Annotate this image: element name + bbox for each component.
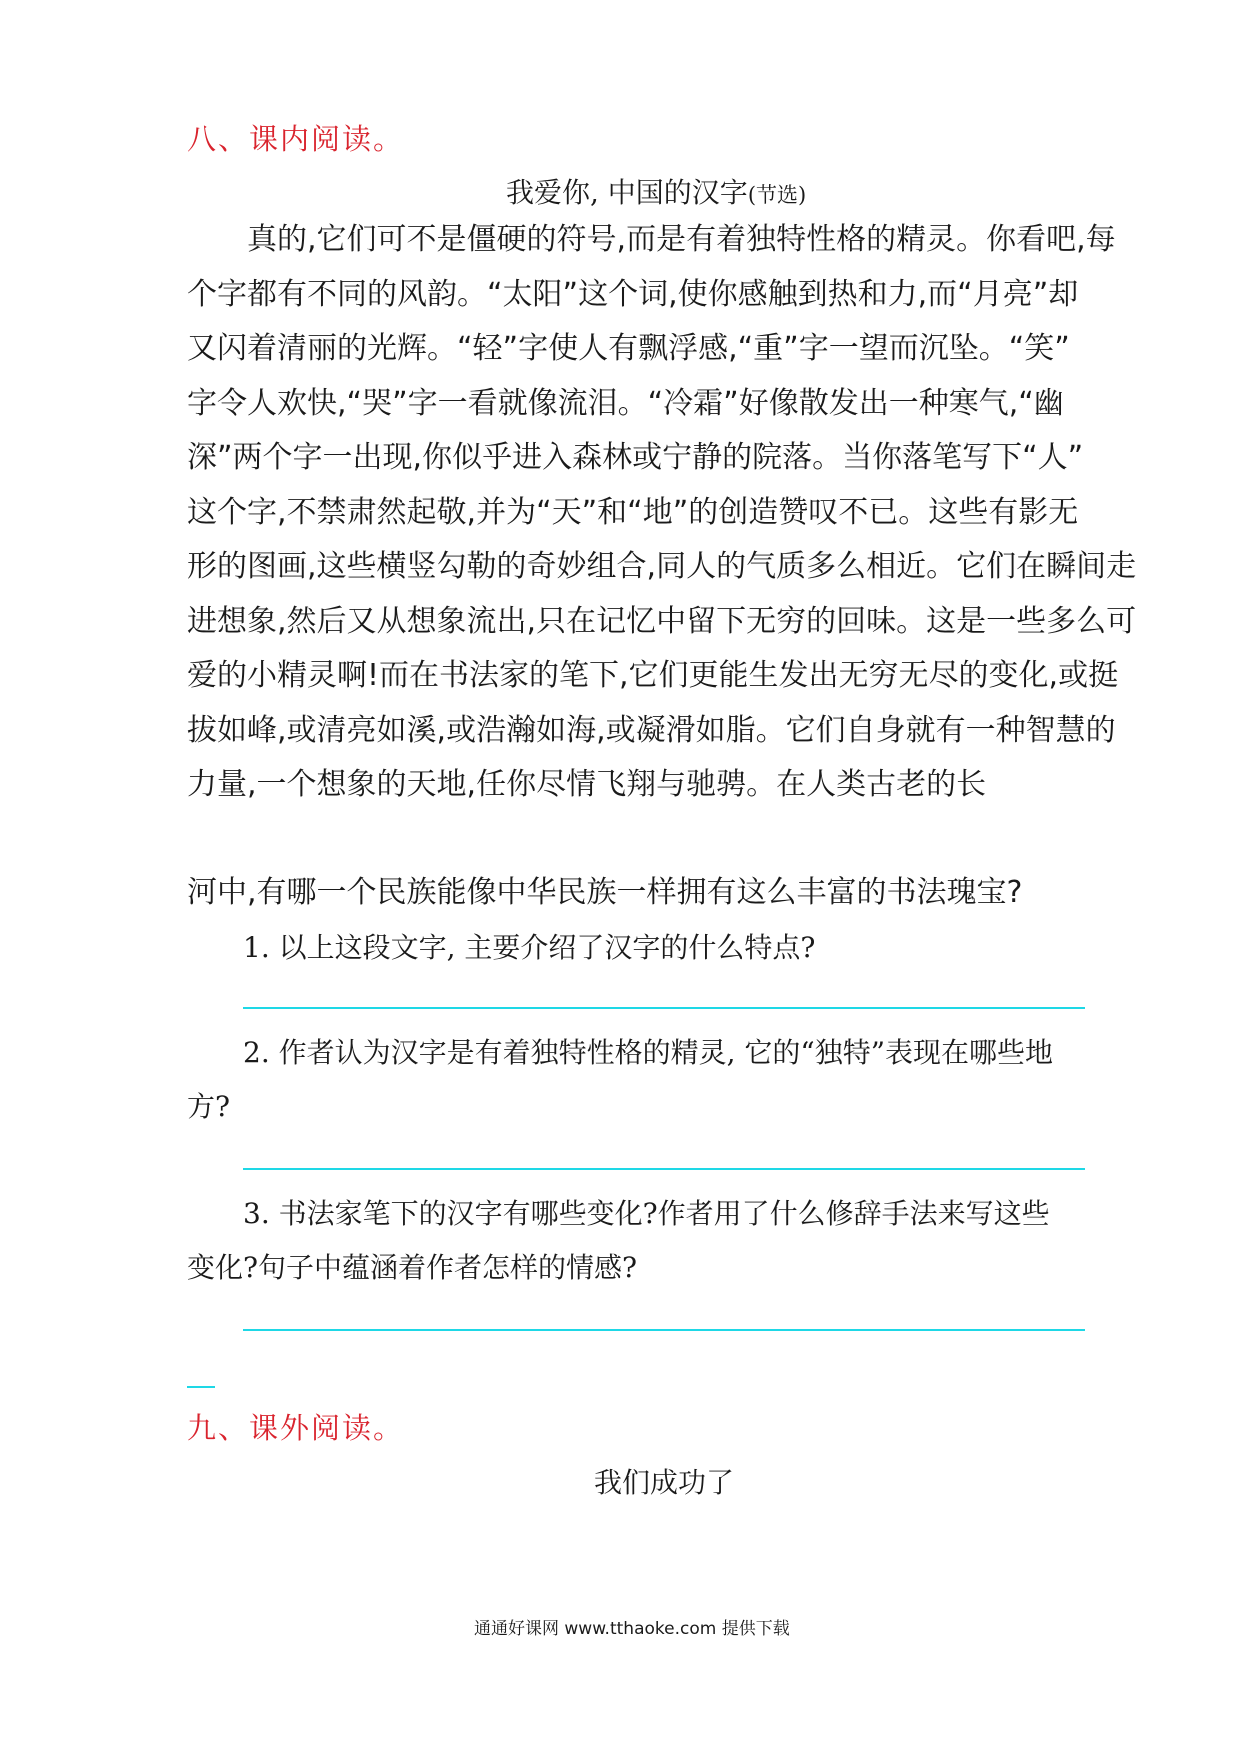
passage-line: 深”两个字一出现,你似乎进入森林或宁静的院落。当你落笔写下“人” [187,440,1084,475]
passage-line: 进想象,然后又从想象流出,只在记忆中留下无穷的回味。这是一些多么可 [187,603,1137,639]
question-3: 3. 书法家笔下的汉字有哪些变化?作者用了什么修辞手法来写这些 [243,1197,1050,1230]
passage-line: 拔如峰,或清亮如溪,或浩瀚如海,或凝滑如脂。它们自身就有一种智慧的 [187,712,1116,748]
passage [187,213,1137,813]
section-8-heading: 八、课内阅读。 [187,122,405,156]
question-2-continuation: 方? [187,1090,231,1123]
question-1: 1. 以上这段文字, 主要介绍了汉字的什么特点? [243,931,816,964]
section-divider [187,1386,215,1388]
passage-line: 真的,它们可不是僵硬的符号,而是有着独特性格的精灵。你看吧,每 [247,222,1116,257]
article-title-text: 我爱你, 中国的汉字 [506,176,748,209]
passage-line: 又闪着清丽的光辉。“轻”字使人有飘浮感,“重”字一望而沉坠。“笑” [187,331,1070,366]
answer-line-2[interactable] [243,1168,1085,1170]
question-3-continuation: 变化?句子中蕴涵着作者怎样的情感? [187,1251,638,1284]
passage-line: 爱的小精灵啊!而在书法家的笔下,它们更能生发出无穷无尽的变化,或挺 [187,658,1119,693]
passage-line: 河中,有哪一个民族能像中华民族一样拥有这么丰富的书法瑰宝? [187,875,1023,910]
passage-line: 这个字,不禁肃然起敬,并为“天”和“地”的创造赞叹不已。这些有影无 [187,494,1079,530]
passage-line: 力量,一个想象的天地,任你尽情飞翔与驰骋。在人类古老的长 [187,767,987,802]
passage-line: 个字都有不同的风韵。“太阳”这个词,使你感触到热和力,而“月亮”却 [187,276,1079,312]
section-9-heading: 九、课外阅读。 [187,1411,405,1445]
passage-continuation [187,866,1087,921]
section-9-article-title: 我们成功了 [594,1466,735,1499]
footer-credit: 通通好课网 www.tthaoke.com 提供下载 [474,1619,790,1639]
passage-line: 字令人欢快,“哭”字一看就像流泪。“冷霜”好像散发出一种寒气,“幽 [187,385,1064,421]
question-2: 2. 作者认为汉字是有着独特性格的精灵, 它的“独特”表现在哪些地 [243,1036,1054,1069]
article-title-note: (节选) [747,183,807,207]
article-title [506,171,806,211]
passage-line: 形的图画,这些横竖勾勒的奇妙组合,同人的气质多么相近。它们在瞬间走 [187,549,1137,584]
answer-line-1[interactable] [243,1007,1085,1009]
answer-line-3[interactable] [243,1329,1085,1331]
